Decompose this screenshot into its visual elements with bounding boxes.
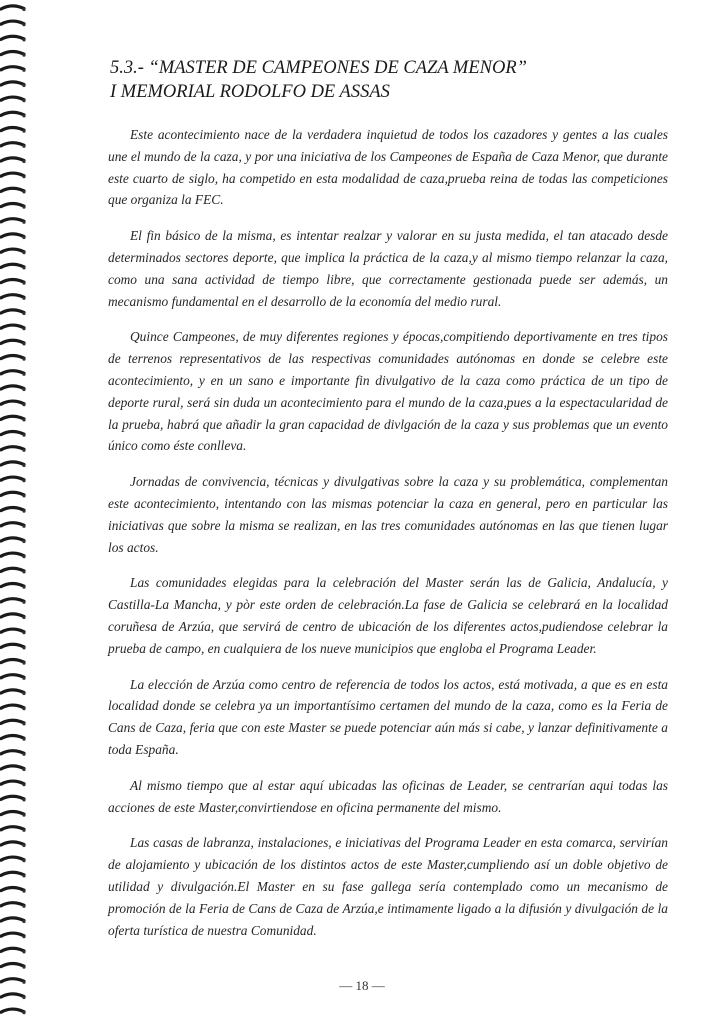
body-paragraph: Quince Campeones, de muy diferentes regiones y épocas,compitiendo deportivamente en tres tipos de terrenos representativos de las respectivas comunidades autónomas en donde se celebre este acontecimiento, y en un sano e importante fin divulgativo de la caza como práctica de un tipo de deporte rural, será sin duda un acontecimiento para el mundo de la caza,pues a la espectacularidad de la prueba, habrá que añadir la gran capacidad de divlgación de la caza y sus problemas que un evento único como éste conlleva. [108, 329, 668, 454]
spiral-hole [22, 935, 25, 938]
spiral-ring [1, 36, 24, 39]
spiral-hole [22, 418, 25, 421]
spiral-hole [22, 1011, 25, 1014]
spiral-hole [22, 768, 25, 771]
spiral-ring [1, 447, 24, 450]
spiral-hole [22, 859, 25, 862]
spiral-ring [1, 310, 24, 313]
spiral-hole [22, 8, 25, 11]
spiral-hole [22, 160, 25, 163]
body-paragraph: Las casas de labranza, instalaciones, e iniciativas del Programa Leader en esta comarca, servirían de alojamiento y ubicación de los distintos actos de este Master,cumpliendo así un doble objetivo de utilidad y divulgación.El Master en su fase gallega sería contemplado como un mecanismo de promoción de la Feria de Cans de Caza de Arzúa,e intimamente ligado a la difusión y divulgación de la oferta turística de nuestra Comunidad. [108, 835, 668, 938]
spiral-ring [1, 842, 24, 845]
spiral-hole [22, 722, 25, 725]
section-heading-line-2: I MEMORIAL RODOLFO DE ASSAS [110, 82, 390, 102]
spiral-ring [1, 857, 24, 860]
spiral-ring [1, 67, 24, 70]
spiral-ring [1, 872, 24, 875]
spiral-ring [1, 720, 24, 723]
spiral-ring [1, 82, 24, 85]
document-page [108, 56, 668, 955]
spiral-hole [22, 707, 25, 710]
spiral-hole [22, 23, 25, 26]
spiral-hole [22, 692, 25, 695]
spiral-hole [22, 601, 25, 604]
spiral-ring [1, 203, 24, 206]
spiral-ring [1, 994, 24, 997]
spiral-ring [1, 264, 24, 267]
body-paragraph: El fin básico de la misma, es intentar realzar y valorar en su justa medida, el tan atacado desde determinados sectores deporte, que implica la práctica de la caza,y al mismo tiempo relanzar la caza, como una sana actividad de tiempo libre, que correctamente gestionada puede ser además, un mecanismo fundamental en el desarrollo de la economía del medio rural. [108, 228, 668, 309]
body-paragraph: La elección de Arzúa como centro de referencia de todos los actos, está motivada, a que es en esta localidad donde se celebra ya un importantísimo certamen del mundo de la caza, como es la Feria de Cans de Caza, feria que con este Master se puede potenciar aún más si cabe, y lanzar definitivamente a toda España. [108, 676, 668, 757]
spiral-ring [1, 507, 24, 510]
spiral-hole [22, 434, 25, 437]
spiral-hole [22, 616, 25, 619]
spiral-hole [22, 738, 25, 741]
spiral-hole [22, 327, 25, 330]
spiral-hole [22, 525, 25, 528]
spiral-hole [22, 646, 25, 649]
spiral-ring [1, 325, 24, 328]
spiral-hole [22, 38, 25, 41]
spiral-ring [1, 219, 24, 222]
spiral-ring [1, 766, 24, 769]
spiral-ring [1, 51, 24, 54]
spiral-ring [1, 158, 24, 161]
spiral-ring [1, 903, 24, 906]
spiral-hole [22, 844, 25, 847]
spiral-hole [22, 266, 25, 269]
spiral-binding [0, 0, 34, 1024]
spiral-ring [1, 523, 24, 526]
body-paragraph: Al mismo tiempo que al estar aquí ubicadas las oficinas de Leader, se centrarían aqui todas las acciones de este Master,convirtiendose en oficina permanente del mismo. [108, 777, 668, 815]
spiral-ring [1, 173, 24, 176]
spiral-ring [1, 416, 24, 419]
spiral-hole [22, 342, 25, 345]
spiral-hole [22, 312, 25, 315]
spiral-hole [22, 540, 25, 543]
spiral-ring [1, 918, 24, 921]
spiral-ring [1, 659, 24, 662]
spiral-ring [1, 386, 24, 389]
spiral-ring [1, 188, 24, 191]
spiral-hole [22, 677, 25, 680]
spiral-hole [22, 69, 25, 72]
spiral-ring [1, 477, 24, 480]
spiral-hole [22, 373, 25, 376]
spiral-ring [1, 21, 24, 24]
spiral-hole [22, 388, 25, 391]
spiral-hole [22, 403, 25, 406]
spiral-hole [22, 798, 25, 801]
spiral-hole [22, 449, 25, 452]
spiral-hole [22, 662, 25, 665]
spiral-ring [1, 127, 24, 130]
spiral-hole [22, 874, 25, 877]
spiral-hole [22, 297, 25, 300]
spiral-ring [1, 234, 24, 237]
spiral-hole [22, 996, 25, 999]
spiral-hole [22, 783, 25, 786]
spiral-hole [22, 54, 25, 57]
spiral-hole [22, 510, 25, 513]
spiral-ring [1, 371, 24, 374]
spiral-ring [1, 948, 24, 951]
spiral-ring [1, 97, 24, 100]
spiral-hole [22, 950, 25, 953]
spiral-ring [1, 963, 24, 966]
spiral-ring [1, 143, 24, 146]
spiral-ring [1, 599, 24, 602]
page-number: — 18 — [339, 978, 385, 993]
spiral-hole [22, 966, 25, 969]
spiral-ring [1, 690, 24, 693]
spiral-hole [22, 114, 25, 117]
spiral-ring [1, 583, 24, 586]
spiral-ring [1, 705, 24, 708]
spiral-ring [1, 675, 24, 678]
spiral-ring [1, 6, 24, 9]
spiral-ring [1, 492, 24, 495]
spiral-ring [1, 887, 24, 890]
spiral-ring [1, 538, 24, 541]
spiral-hole [22, 236, 25, 239]
spiral-hole [22, 206, 25, 209]
spiral-hole [22, 251, 25, 254]
spiral-hole [22, 479, 25, 482]
body-paragraph: Jornadas de convivencia, técnicas y divulgativas sobre la caza y su problemática, complementan este acontecimiento, intentando con las mismas potenciar la caza en general, pero en particular las iniciativas que sobre la misma se realizan, en las tres comunidades autónomas en las que tienen lugar los actos. [108, 474, 668, 555]
spiral-ring [1, 644, 24, 647]
spiral-ring [1, 462, 24, 465]
spiral-ring [1, 933, 24, 936]
spiral-hole [22, 221, 25, 224]
spiral-ring [1, 340, 24, 343]
spiral-hole [22, 145, 25, 148]
section-heading [110, 56, 668, 104]
spiral-ring [1, 1009, 24, 1012]
spiral-ring [1, 355, 24, 358]
spiral-ring [1, 279, 24, 282]
spiral-ring [1, 629, 24, 632]
spiral-hole [22, 99, 25, 102]
spiral-hole [22, 890, 25, 893]
spiral-ring [1, 568, 24, 571]
spiral-ring [1, 401, 24, 404]
spiral-ring [1, 431, 24, 434]
spiral-ring [1, 112, 24, 115]
spiral-ring [1, 751, 24, 754]
spiral-hole [22, 570, 25, 573]
spiral-hole [22, 920, 25, 923]
spiral-ring [1, 249, 24, 252]
spiral-ring [1, 796, 24, 799]
body-paragraph: Este acontecimiento nace de la verdadera inquietud de todos los cazadores y gentes a las cuales une el mundo de la caza, y por una iniciativa de los Campeones de España de Caza Menor, que durante este cuarto de siglo, ha competido en esta modalidad de caza,prueba reina de todas las competiciones que organiza la FEC. [108, 127, 668, 208]
section-heading-line-1: 5.3.- “MASTER DE CAMPEONES DE CAZA MENOR” [110, 58, 527, 78]
spiral-hole [22, 905, 25, 908]
spiral-ring [1, 614, 24, 617]
spiral-hole [22, 829, 25, 832]
spiral-hole [22, 586, 25, 589]
spiral-hole [22, 358, 25, 361]
spiral-hole [22, 814, 25, 817]
spiral-hole [22, 753, 25, 756]
spiral-hole [22, 84, 25, 87]
spiral-hole [22, 464, 25, 467]
spiral-hole [22, 494, 25, 497]
spiral-hole [22, 631, 25, 634]
spiral-hole [22, 190, 25, 193]
spiral-hole [22, 555, 25, 558]
spiral-hole [22, 282, 25, 285]
spiral-hole [22, 130, 25, 133]
spiral-ring [1, 811, 24, 814]
spiral-ring [1, 781, 24, 784]
spiral-ring [1, 735, 24, 738]
spiral-ring [1, 295, 24, 298]
spiral-ring [1, 827, 24, 830]
body-paragraph: Las comunidades elegidas para la celebración del Master serán las de Galicia, Andalucía, y Castilla-La Mancha, y pòr este orden de celebración.La fase de Galicia se celebrará en la localidad coruñesa de Arzúa, que servirá de centro de ubicación de los diferentes actos,pudiendose celebrar la prueba de campo, en cualquiera de los nueve municipios que engloba el Programa Leader. [108, 575, 668, 656]
spiral-ring [1, 553, 24, 556]
spiral-hole [22, 175, 25, 178]
